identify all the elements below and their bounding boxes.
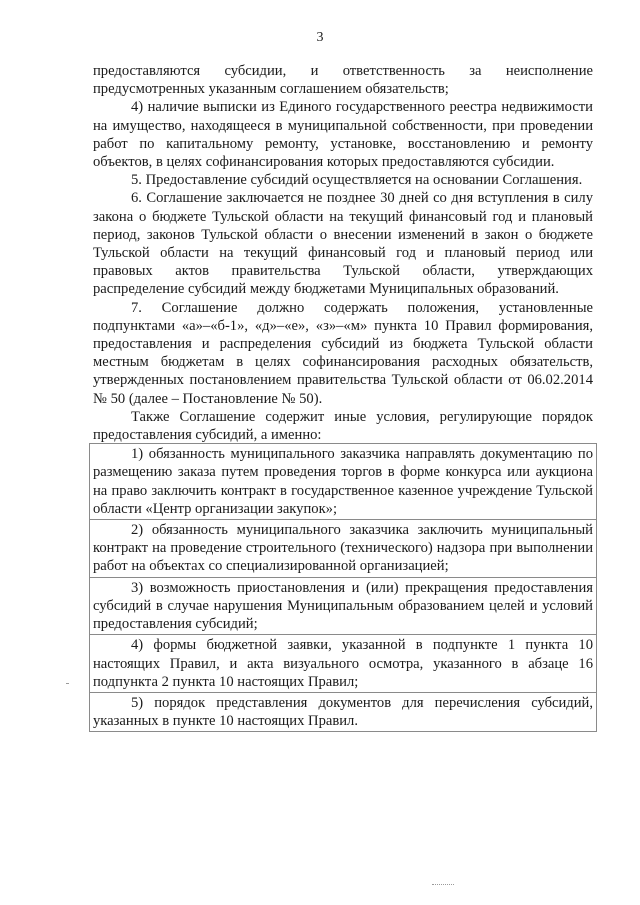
paragraph-condition-3: 3) возможность приостановления и (или) прекращения предоставления субсидий в случае нарушения Муниципальным образованием целей и условий предоставления субсидий;: [89, 577, 597, 636]
margin-mark: [66, 683, 69, 684]
paragraph-also: Также Соглашение содержит иные условия, регулирующие порядок предоставления субсидий, а именно:: [93, 408, 593, 444]
paragraph-6: 6. Соглашение заключается не позднее 30 дней со дня вступления в силу закона о бюджете Тульской области на текущий финансовый год и плановый период, законов Тульской области о внесении изменений в закон о бюджете Тульской области на текущий финансовый год и плановый период или правовых актов правительства Тульской области, утверждающих распределение субсидий между бюджетами Муниципальных образований.: [93, 190, 593, 298]
paragraph-condition-5: 5) порядок представления документов для перечисления субсидий, указанных в пункте 10 настоящих Правил.: [89, 692, 597, 732]
footer-mark: [432, 884, 454, 886]
document-body: [93, 62, 593, 732]
paragraph-7: 7. Соглашение должно содержать положения, установленные подпунктами «а»–«б-1», «д»–«е», «з»–«м» пункта 10 Правил формирования, предоставления и распределения субсидий из бюджета Тульской области местным бюджетам в целях софинансирования расходных обязательств, утвержденных постановлением правительства Тульской области от 06.02.2014 № 50 (далее – Постановление № 50).: [93, 299, 593, 407]
paragraph-5: 5. Предоставление субсидий осуществляется на основании Соглашения.: [131, 172, 583, 189]
paragraph-condition-1: 1) обязанность муниципального заказчика направлять документацию по размещению заказа путем проведения торгов в форме конкурса или аукциона на право заключить контракт в государственное казенное учреждение Тульской области «Центр организации закупок»;: [89, 443, 597, 520]
paragraph-condition-2: 2) обязанность муниципального заказчика заключить муниципальный контракт на проведение строительного (технического) надзора при выполнении работ на объектах со специализированной организацией;: [89, 519, 597, 578]
page-number: 3: [316, 30, 324, 45]
paragraph-continuation: предоставляются субсидии, и ответственность за неисполнение предусмотренных указанным соглашением обязательств;: [93, 63, 593, 98]
paragraph-item-4: 4) наличие выписки из Единого государственного реестра недвижимости на имущество, находящееся в муниципальной собственности, при проведении работ по капитальному ремонту, установке, восстановлению и ремонту объектов, в целях софинансирования которых предоставляются субсидии.: [93, 99, 593, 171]
paragraph-condition-4: 4) формы бюджетной заявки, указанной в подпункте 1 пункта 10 настоящих Правил, и акта визуального осмотра, указанного в абзаце 16 подпункта 2 пункта 10 настоящих Правил;: [89, 634, 597, 693]
